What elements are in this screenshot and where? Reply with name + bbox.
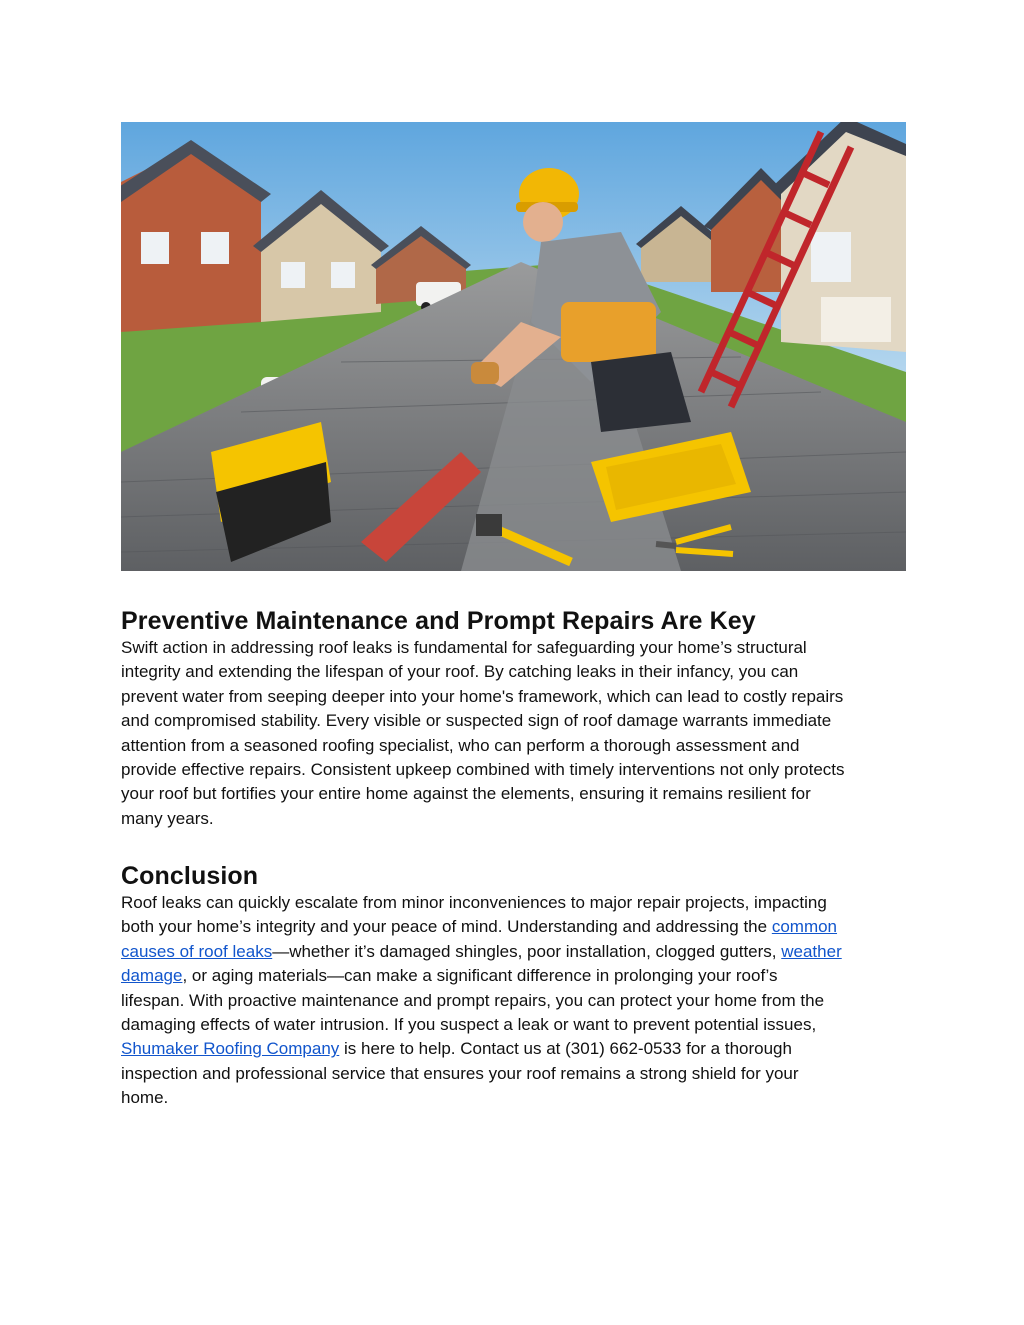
roofer-photo <box>121 122 906 571</box>
shumaker-roofing-link[interactable]: Shumaker Roofing Company <box>121 1039 340 1059</box>
weather-damage-link[interactable]: weather <box>781 941 842 961</box>
common-causes-link[interactable]: common <box>771 917 838 937</box>
paragraph-line: Swift action in addressing roof leaks is fundamental for safeguarding your home’s structural <box>121 638 807 657</box>
paragraph-text: , or aging materials—can make a significant difference in prolonging your roof’s <box>182 966 778 986</box>
paragraph-line: damaging effects of water intrusion. If you suspect a leak or want to prevent potential issues, <box>121 1015 817 1035</box>
paragraph-line: many years. <box>121 808 214 828</box>
paragraph-line: prevent water from seeping deeper into your home's framework, which can lead to costly repairs <box>121 686 844 706</box>
common-causes-link-continued[interactable]: causes of roof leaks <box>121 941 273 961</box>
paragraph-line <box>121 1037 911 1061</box>
paragraph-line <box>121 964 911 988</box>
preventive-maintenance-paragraph <box>121 636 911 831</box>
paragraph-text: both your home’s integrity and your peace of mind. Understanding and addressing the <box>121 917 772 937</box>
paragraph-line: inspection and professional service that ensures your roof remains a strong shield for your <box>121 1063 799 1083</box>
weather-damage-link-continued[interactable]: damage <box>121 966 183 986</box>
paragraph-text: —whether it’s damaged shingles, poor installation, clogged gutters, <box>272 941 782 961</box>
paragraph-line: integrity and extending the lifespan of your roof. By catching leaks in their infancy, you can <box>121 662 799 682</box>
paragraph-line: provide effective repairs. Consistent upkeep combined with timely interventions not only protects <box>121 760 845 780</box>
section-heading-conclusion: Conclusion <box>121 862 259 890</box>
paragraph-line: Roof leaks can quickly escalate from minor inconveniences to major repair projects, impacting <box>121 893 827 912</box>
paragraph-line: attention from a seasoned roofing specialist, who can perform a thorough assessment and <box>121 735 800 755</box>
roof-repair-illustration <box>121 122 906 571</box>
paragraph-line: your roof but fortifies your entire home against the elements, ensuring it remains resilient for <box>121 784 811 804</box>
conclusion-paragraph <box>121 891 911 1111</box>
paragraph-line <box>121 940 911 964</box>
paragraph-line: and compromised stability. Every visible or suspected sign of roof damage warrants immediate <box>121 711 832 731</box>
section-heading-preventive-maintenance: Preventive Maintenance and Prompt Repairs Are Key <box>121 607 756 635</box>
paragraph-line: home. <box>121 1088 169 1108</box>
paragraph-line: lifespan. With proactive maintenance and prompt repairs, you can protect your home from the <box>121 990 825 1010</box>
paragraph-line <box>121 915 911 939</box>
paragraph-text: is here to help. Contact us at (301) 662-0533 for a thorough <box>339 1039 792 1059</box>
